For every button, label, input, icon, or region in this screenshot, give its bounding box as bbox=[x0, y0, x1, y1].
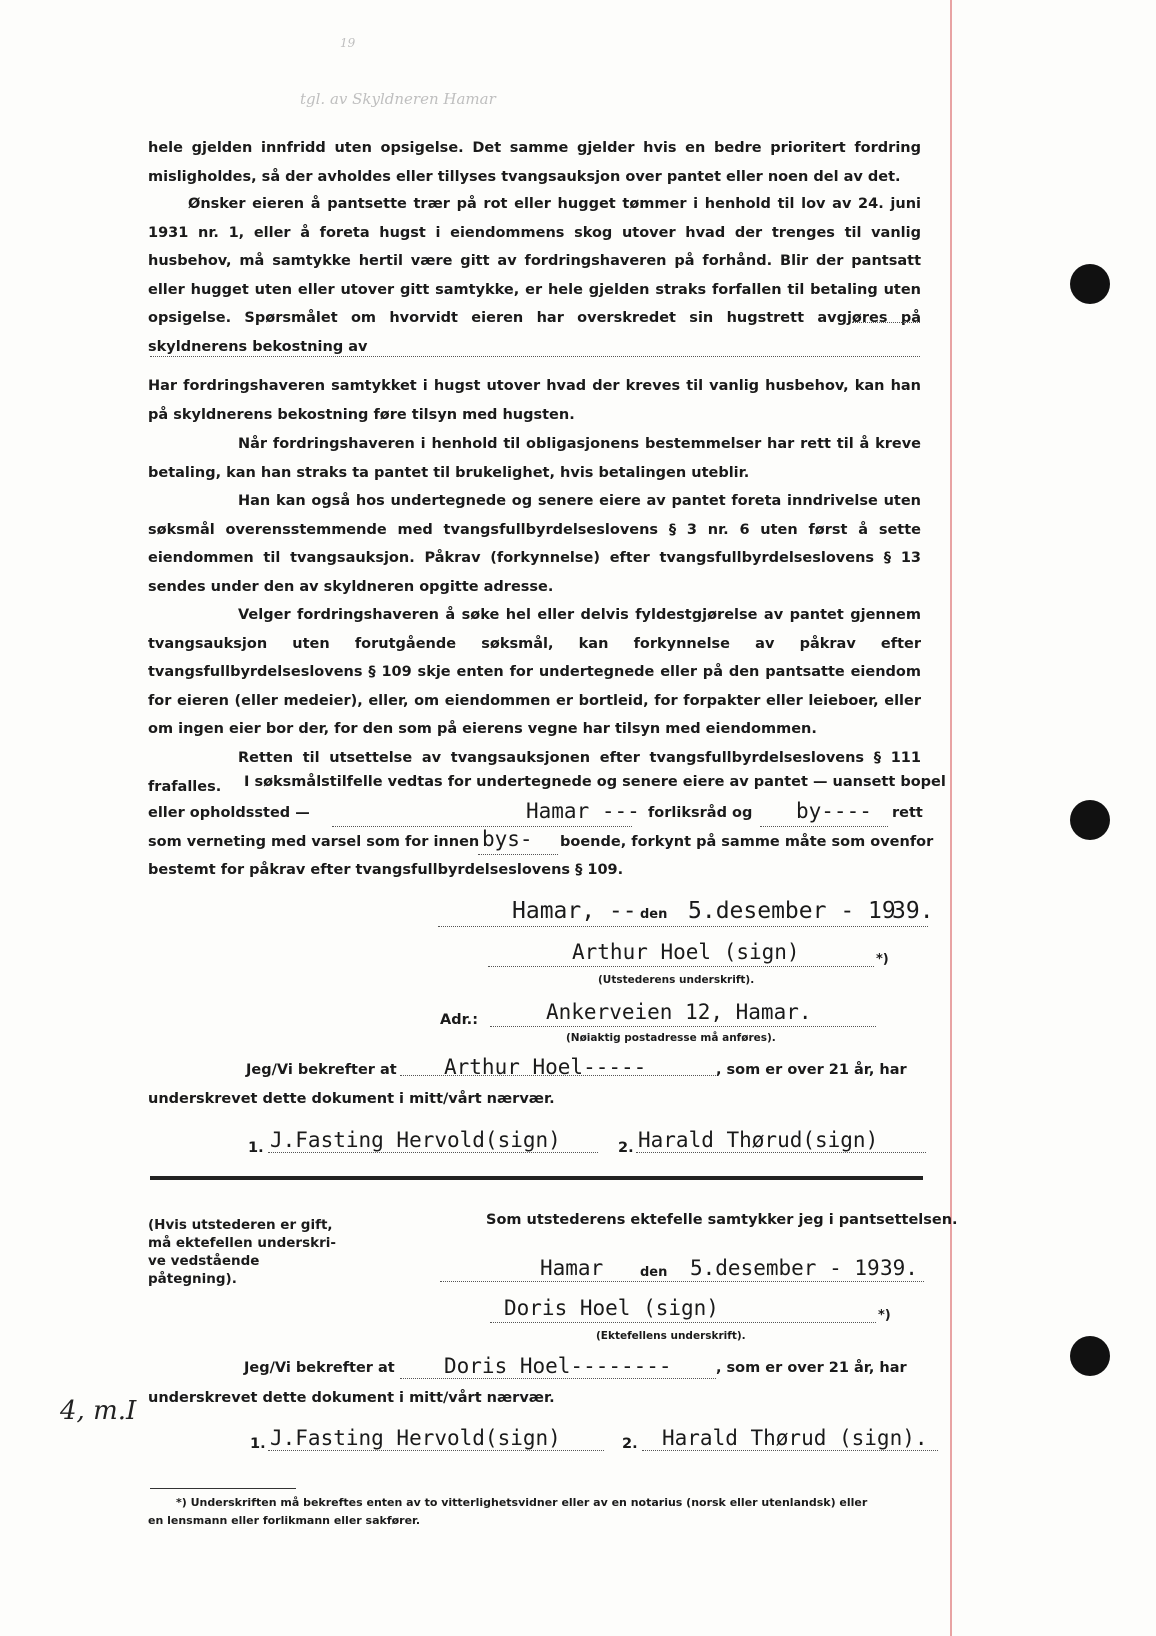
paragraph-6: Velger fordringshaveren å søke hel eller delvis fyldestgjørelse av pantet gjennem tvangsauksjon uten forutgående søksmål, kan forkynnelse av påkrav efter tvangsfullbyrdelseslovens § 109 skje enten for undertegnede eller på den pantsatte eiendom for eieren (eller medeier), eller, om eiendommen er bortleid, for forpakter eller leieboer, eller om ingen eier bor der, for den som på eierens vegne har tilsyn med eiendommen. bbox=[148, 607, 921, 737]
fill-line-blank bbox=[150, 356, 920, 357]
spouse-note-line: (Hvis utstederen er gift, bbox=[148, 1217, 333, 1233]
venue-line-3b: boende, forkynt på samme måte som ovenfor bbox=[560, 834, 934, 850]
fill-line bbox=[642, 1450, 938, 1451]
punch-hole-top bbox=[1070, 264, 1110, 304]
footnote-line-1: *) Underskriften må bekreftes enten av to vitterlighetsvidner eller av en notarius (norsk eller utenlandsk) eller bbox=[176, 1496, 868, 1509]
footnote-rule bbox=[150, 1488, 296, 1489]
witness2-w1: J.Fasting Hervold(sign) bbox=[270, 1426, 561, 1450]
date-line bbox=[440, 1281, 924, 1282]
venue-line-3a: som verneting med varsel som for innen bbox=[148, 834, 480, 850]
witness1-w2: Harald Thørud(sign) bbox=[638, 1128, 879, 1152]
witness2-prefix: Jeg/Vi bekrefter at bbox=[244, 1360, 395, 1376]
signature1-date: 5.desember - 19 bbox=[688, 898, 896, 924]
signature1-address: Ankerveien 12, Hamar. bbox=[546, 1000, 812, 1024]
spouse-den: den bbox=[640, 1265, 668, 1280]
paragraph-2: Ønsker eieren å pantsette trær på rot eller hugget tømmer i henhold til lov av 24. juni 1931 nr. 1, eller å foreta hugst i eiendommens skog utover hvad der trenges til vanlig husbehov, må samtykke hertil være gitt av fordringshaveren på forhånd. Blir der pantsatt eller hugget uten eller utover gitt samtykke, er hele gjelden straks forfallen til betaling uten opsigelse. Spørsmålet om hvorvidt eieren har overskredet sin hugstrett avgjøres på skyldnerens bekostning av bbox=[148, 196, 921, 355]
margin-note: 4, m.I bbox=[60, 1396, 137, 1426]
venue-line-1: I søksmålstilfelle vedtas for undertegnede og senere eiere av pantet — uansett bopel bbox=[244, 774, 946, 790]
venue-place: Hamar --- bbox=[526, 799, 640, 823]
witness1-n1: 1. bbox=[248, 1140, 264, 1156]
spouse-note-line: ve vedstående påtegning). bbox=[148, 1253, 260, 1287]
paragraph-7: Retten til utsettelse av tvangsauksjonen efter tvangsfullbyrdelseslovens § 111 frafalles. bbox=[148, 750, 921, 795]
faint-title: tgl. av Skyldneren Hamar bbox=[300, 90, 496, 108]
fill-line bbox=[636, 1152, 926, 1153]
witness2-n2: 2. bbox=[622, 1436, 638, 1452]
venue-line-4: bestemt for påkrav efter tvangsfullbyrdelseslovens § 109. bbox=[148, 862, 624, 878]
venue-mid: forliksråd og bbox=[648, 805, 753, 821]
paragraph-3: Har fordringshaveren samtykket i hugst utover hvad der kreves til vanlig husbehov, kan han på skyldnerens bekostning føre tilsyn med hugsten. bbox=[148, 378, 921, 423]
address-caption: (Nøiaktig postadresse må anføres). bbox=[566, 1032, 776, 1044]
fill-line bbox=[852, 322, 920, 323]
venue-bys: bys- bbox=[482, 827, 533, 851]
signature1-star: *) bbox=[876, 952, 889, 967]
signer-line bbox=[488, 966, 874, 967]
spouse-caption: (Ektefellens underskrift). bbox=[596, 1330, 746, 1342]
spouse-place: Hamar bbox=[540, 1256, 604, 1280]
signature1-signer: Arthur Hoel (sign) bbox=[572, 940, 800, 964]
section-divider bbox=[150, 1176, 923, 1180]
witness1-w1: J.Fasting Hervold(sign) bbox=[270, 1128, 561, 1152]
fill-line bbox=[760, 826, 888, 827]
spouse-star: *) bbox=[878, 1308, 891, 1323]
witness2-name: Doris Hoel-------- bbox=[444, 1354, 672, 1378]
witness1-line2: underskrevet dette dokument i mitt/vårt nærvær. bbox=[148, 1091, 555, 1107]
venue-suffix: rett bbox=[892, 805, 923, 821]
witness1-n2: 2. bbox=[618, 1140, 634, 1156]
spouse-signer: Doris Hoel (sign) bbox=[504, 1296, 719, 1320]
footnote-line-2: en lensmann eller forlikmann eller sakfører. bbox=[148, 1514, 421, 1527]
spouse-date: 5.desember - 19 bbox=[690, 1256, 880, 1280]
witness2-suffix: , som er over 21 år, har bbox=[716, 1360, 907, 1376]
address-line bbox=[490, 1026, 876, 1027]
signer-line bbox=[490, 1322, 876, 1323]
witness1-suffix: , som er over 21 år, har bbox=[716, 1062, 907, 1078]
paragraph-5: Han kan også hos undertegnede og senere eiere av pantet foreta inndrivelse uten søksmål overensstemmende med tvangsfullbyrdelseslovens § 3 nr. 6 uten først å sette eiendommen til tvangsauksjon. Påkrav (forkynnelse) efter tvangsfullbyrdelseslovens § 13 sendes under den av skyldneren opgitte adresse. bbox=[148, 493, 921, 595]
signature1-caption: (Utstederens underskrift). bbox=[598, 974, 755, 986]
faint-page-number: 19 bbox=[340, 36, 356, 50]
fill-line bbox=[268, 1152, 598, 1153]
signature1-year: 39. bbox=[892, 898, 934, 924]
witness2-line2: underskrevet dette dokument i mitt/vårt nærvær. bbox=[148, 1390, 555, 1406]
witness1-prefix: Jeg/Vi bekrefter at bbox=[246, 1062, 397, 1078]
address-label: Adr.: bbox=[440, 1012, 478, 1028]
signature1-den: den bbox=[640, 907, 668, 922]
fill-line bbox=[400, 1378, 716, 1379]
punch-hole-middle bbox=[1070, 800, 1110, 840]
paragraph-1: hele gjelden innfridd uten opsigelse. Det samme gjelder hvis en bedre prioritert fordring misligholdes, så der avholdes eller tillyses tvangsauksjon over pantet eller noen del av det. bbox=[148, 140, 921, 185]
spouse-year: 39. bbox=[880, 1256, 918, 1280]
signature1-place: Hamar, -- bbox=[512, 898, 637, 924]
fill-line bbox=[478, 854, 558, 855]
date-line bbox=[438, 926, 928, 927]
witness1-name: Arthur Hoel----- bbox=[444, 1055, 647, 1079]
spouse-consent: Som utstederens ektefelle samtykker jeg i pantsettelsen. bbox=[486, 1212, 958, 1228]
spouse-note-line: må ektefellen underskri- bbox=[148, 1235, 336, 1251]
witness2-n1: 1. bbox=[250, 1436, 266, 1452]
margin-line bbox=[950, 0, 952, 1636]
fill-line bbox=[268, 1450, 604, 1451]
venue-prefix: eller opholdssted — bbox=[148, 805, 310, 821]
punch-hole-bottom bbox=[1070, 1336, 1110, 1376]
paragraph-4: Når fordringshaveren i henhold til obligasjonens bestemmelser har rett til å kreve betaling, kan han straks ta pantet til brukelighet, hvis betalingen uteblir. bbox=[148, 436, 921, 481]
spouse-note bbox=[148, 1216, 348, 1288]
witness2-w2: Harald Thørud (sign). bbox=[662, 1426, 928, 1450]
venue-court: by---- bbox=[796, 799, 872, 823]
